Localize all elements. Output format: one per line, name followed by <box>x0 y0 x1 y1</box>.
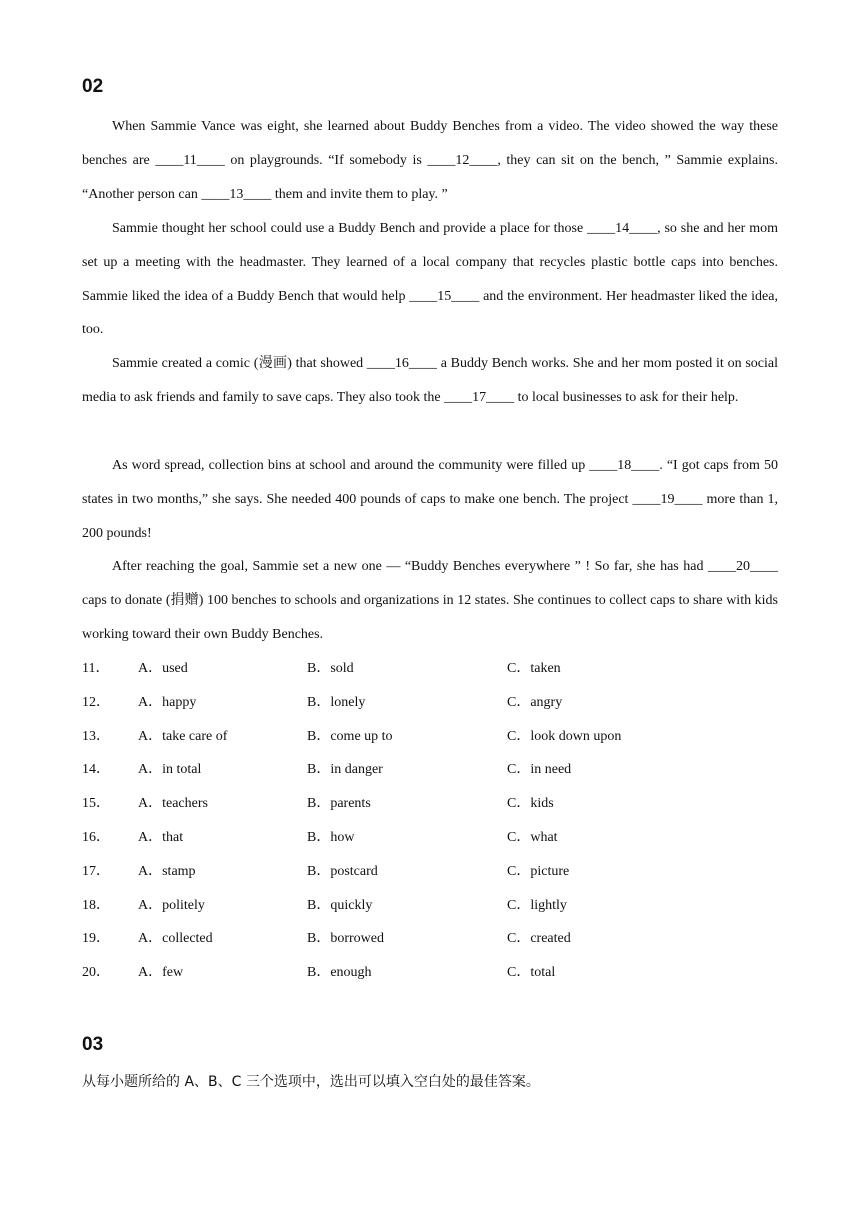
option-c: C．total <box>507 965 556 981</box>
section-instruction: 从每小题所给的 A、B、C 三个选项中，选出可以填入空白处的最佳答案。 <box>82 1074 540 1090</box>
option-a: A．happy <box>138 694 197 710</box>
option-c: C．in need <box>507 762 572 778</box>
option-c: C．what <box>507 829 558 845</box>
question-row <box>82 787 782 821</box>
option-a: A．politely <box>138 897 205 913</box>
option-a: A．take care of <box>138 728 228 744</box>
option-b: B．borrowed <box>307 931 384 947</box>
option-c: C．look down upon <box>507 728 622 744</box>
section-heading-03: 03 <box>82 1034 104 1055</box>
question-number: 15． <box>82 796 110 812</box>
option-b: B．quickly <box>307 897 373 913</box>
option-a: A．stamp <box>138 863 196 879</box>
question-row <box>82 889 782 923</box>
option-a: A．teachers <box>138 796 208 812</box>
section-heading-02: 02 <box>82 76 104 97</box>
question-number: 12． <box>82 694 110 710</box>
option-b: B．enough <box>307 965 372 981</box>
option-b: B．sold <box>307 661 354 676</box>
question-number: 17． <box>82 863 110 879</box>
option-c: C．created <box>507 931 571 947</box>
passage-paragraph-5: After reaching the goal, Sammie set a new one — “Buddy Benches everywhere ” ! So far, she has had ____20____ caps to donate (捐赠) 100 benches to schools and organizations in 12 states. She continues to collect caps to share with kids working toward their own Buddy Benches. <box>82 559 778 642</box>
option-a: A．collected <box>138 931 213 947</box>
question-number: 19． <box>82 931 110 947</box>
passage-paragraph-3: Sammie created a comic (漫画) that showed ____16____ a Buddy Bench works. She and her mom posted it on social media to ask friends and family to save caps. They also took the ____17____ to local businesses to ask for their help. <box>82 356 778 405</box>
question-row <box>82 956 782 990</box>
option-c: C．picture <box>507 863 570 879</box>
question-row <box>82 855 782 889</box>
option-b: B．lonely <box>307 694 366 710</box>
option-a: A．in total <box>138 762 202 778</box>
question-row <box>82 753 782 787</box>
option-c: C．lightly <box>507 897 567 913</box>
question-row <box>82 720 782 754</box>
passage-paragraph-4: As word spread, collection bins at school and around the community were filled up ____18____. “I got caps from 50 states in two months,” she says. She needed 400 pounds of caps to make one bench. The project ____19____ more than 1, 200 pounds! <box>82 458 778 541</box>
answer-options-list <box>82 652 782 990</box>
option-b: B．parents <box>307 796 371 812</box>
option-b: B．in danger <box>307 762 383 778</box>
question-row <box>82 652 782 686</box>
option-a: A．few <box>138 965 184 981</box>
option-a: A．used <box>138 661 188 676</box>
question-row <box>82 922 782 956</box>
question-number: 13． <box>82 728 110 744</box>
question-row <box>82 821 782 855</box>
passage-paragraph-1: When Sammie Vance was eight, she learned about Buddy Benches from a video. The video showed the way these benches are ____11____ on playgrounds. “If somebody is ____12____, they can sit on the bench, ” Sammie explains. “Another person can ____13____ them and invite them to play. ” <box>82 119 778 202</box>
question-number: 14． <box>82 762 110 778</box>
option-c: C．angry <box>507 694 563 710</box>
question-number: 18． <box>82 897 110 913</box>
question-number: 11． <box>82 661 110 676</box>
question-number: 20． <box>82 965 110 981</box>
option-b: B．postcard <box>307 863 378 879</box>
option-b: B．how <box>307 829 355 845</box>
option-c: C．taken <box>507 661 561 676</box>
question-number: 16． <box>82 829 110 845</box>
passage-paragraph-2: Sammie thought her school could use a Buddy Bench and provide a place for those ____14____, so she and her mom set up a meeting with the headmaster. They learned of a local company that recycles plastic bottle caps into benches. Sammie liked the idea of a Buddy Bench that would help ____15____ and the environment. Her headmaster liked the idea, too. <box>82 221 778 338</box>
question-row <box>82 686 782 720</box>
option-c: C．kids <box>507 796 554 812</box>
option-b: B．come up to <box>307 728 393 744</box>
option-a: A．that <box>138 829 184 845</box>
